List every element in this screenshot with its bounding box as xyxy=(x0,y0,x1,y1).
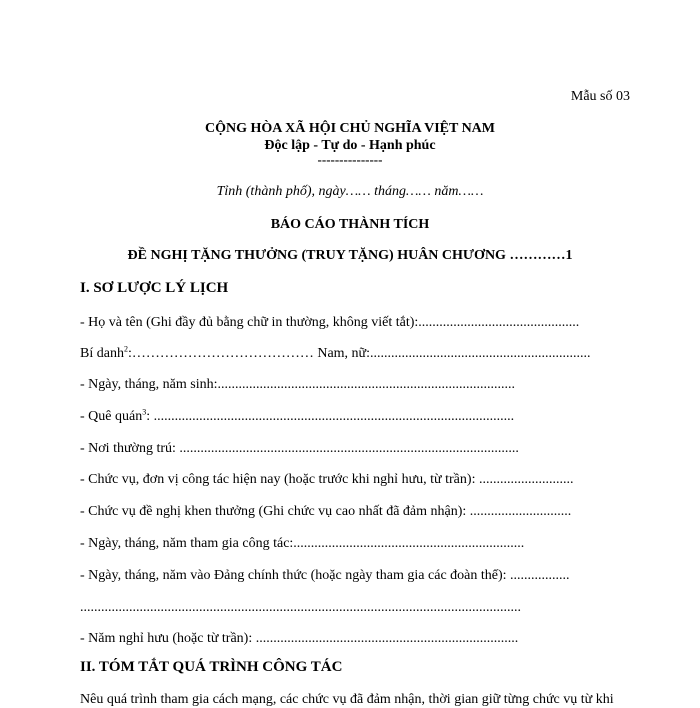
report-subtitle: ĐỀ NGHỊ TẶNG THƯỞNG (TRUY TẶNG) HUÂN CHƯƠNG …………1 xyxy=(127,248,573,263)
divider-rule: --------------- xyxy=(317,152,383,167)
field-full-name: - Họ và tên (Ghi đầy đủ bằng chữ in thường, không viết tắt):.............................................. xyxy=(80,315,580,330)
footnote-marker-3: 3 xyxy=(142,407,147,417)
field-alias-rest: :………………………………… Nam, nữ:............................................................... xyxy=(127,346,591,361)
field-alias-gender xyxy=(80,346,591,362)
field-birth-date: - Ngày, tháng, năm sinh:..................................................................................... xyxy=(80,377,516,392)
form-code: Mẫu số 03 xyxy=(570,89,630,104)
field-current-position: - Chức vụ, đơn vị công tác hiện nay (hoặc trước khi nghỉ hưu, từ trần): ........................... xyxy=(80,472,574,487)
report-title: BÁO CÁO THÀNH TÍCH xyxy=(270,217,430,232)
field-residence: - Nơi thường trú: ................................................................................................. xyxy=(80,441,519,456)
field-alias-label: Bí danh xyxy=(80,346,124,361)
footnote-marker-2: 2 xyxy=(123,344,128,354)
section-2-intro: Nêu quá trình tham gia cách mạng, các chức vụ đã đảm nhận, thời gian giữ từng chức vụ từ khi xyxy=(80,692,614,707)
field-continuation-line: .............................................................................................................................. xyxy=(80,600,521,615)
motto: Độc lập - Tự do - Hạnh phúc xyxy=(264,138,436,153)
nation-heading: CỘNG HÒA XÃ HỘI CHỦ NGHĨA VIỆT NAM xyxy=(204,121,495,136)
field-retirement-year: - Năm nghỉ hưu (hoặc từ trần): ........................................................................... xyxy=(80,631,519,646)
field-proposed-position: - Chức vụ đề nghị khen thưởng (Ghi chức vụ cao nhất đã đảm nhận): ............................. xyxy=(80,504,572,519)
place-date-line: Tỉnh (thành phố), ngày…… tháng…… năm…… xyxy=(216,184,484,199)
field-party-date: - Ngày, tháng, năm vào Đảng chính thức (hoặc ngày tham gia các đoàn thể): ................. xyxy=(80,568,570,583)
field-hometown-rest: : ....................................................................................................... xyxy=(146,409,515,424)
section-1-heading: I. SƠ LƯỢC LÝ LỊCH xyxy=(80,280,229,296)
field-hometown-label: - Quê quán xyxy=(80,409,143,424)
field-work-start-date: - Ngày, tháng, năm tham gia công tác:.................................................................. xyxy=(80,536,525,551)
field-hometown xyxy=(80,409,514,425)
section-2-heading: II. TÓM TẮT QUÁ TRÌNH CÔNG TÁC xyxy=(80,659,343,675)
